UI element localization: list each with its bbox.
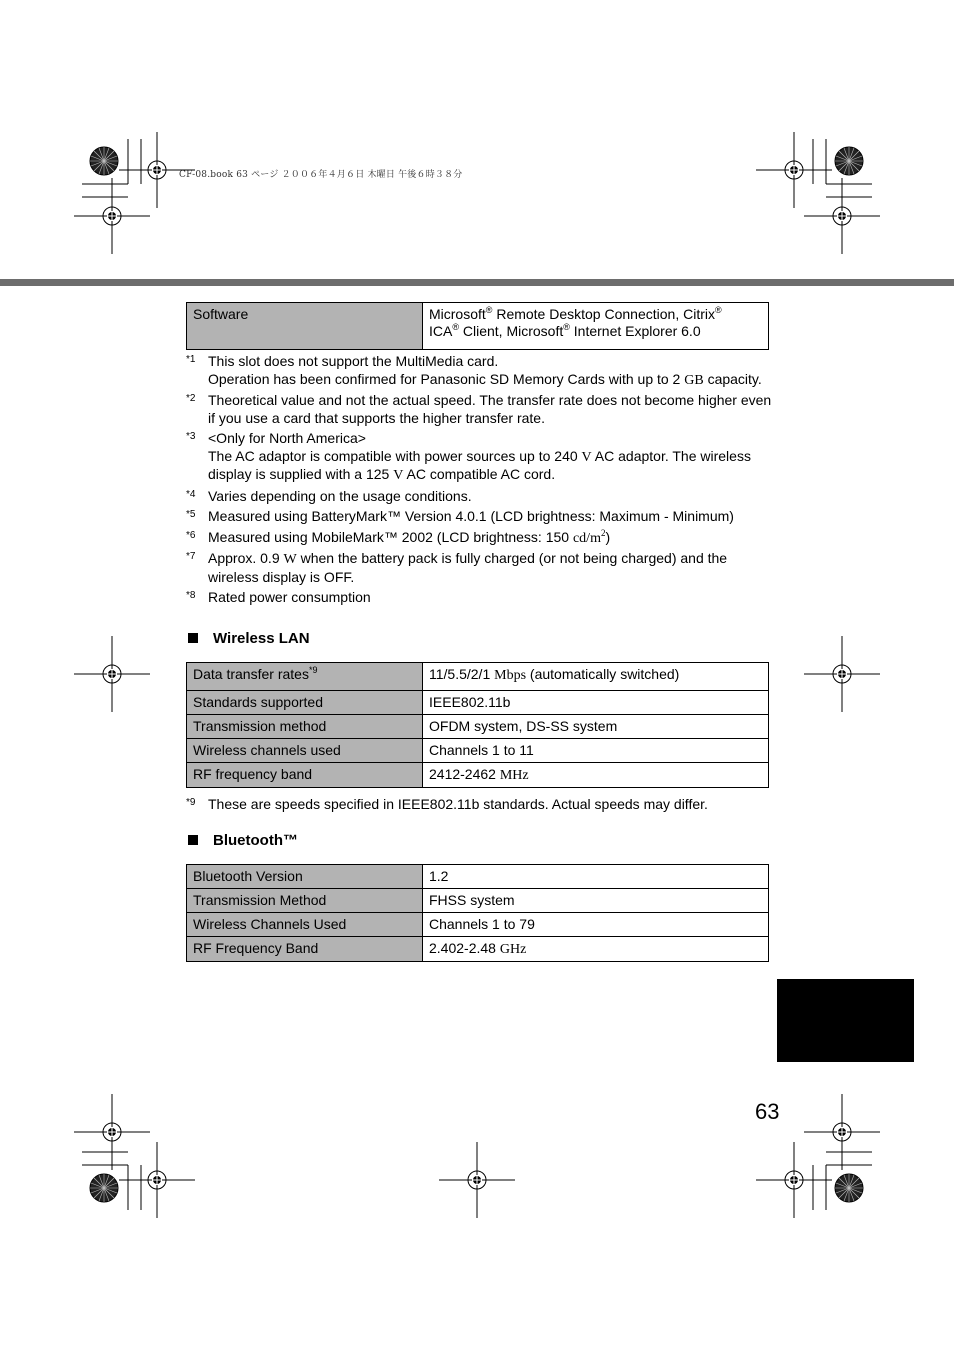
row-key: Wireless channels used — [187, 739, 423, 763]
footnote-mark: *8 — [186, 590, 196, 601]
row-value — [423, 937, 769, 962]
footnote-text: Theoretical value and not the actual speed. The transfer rate does not become higher even if you use a card that supports the higher transfer rate. — [208, 392, 772, 426]
row-key: RF Frequency Band — [187, 937, 423, 962]
square-bullet-icon — [188, 835, 198, 845]
table-row — [187, 937, 769, 962]
registered-mark: ® — [714, 305, 722, 315]
table-row — [187, 865, 769, 889]
section-title-text: Bluetooth™ — [213, 832, 298, 849]
section-title-wireless-lan — [188, 630, 310, 647]
row-key — [187, 663, 423, 691]
footnotes — [186, 353, 776, 610]
software-value — [423, 303, 769, 350]
table-row — [187, 663, 769, 691]
software-key: Software — [187, 303, 423, 350]
row-value — [423, 663, 769, 691]
unit-text: cd/m — [572, 530, 601, 546]
row-value: 1.2 — [423, 865, 769, 889]
footnote-mark: *4 — [186, 488, 196, 500]
footnote-5 — [186, 508, 776, 526]
footnote-3 — [186, 430, 776, 485]
registered-mark: ® — [563, 322, 570, 332]
section-title-bluetooth — [188, 832, 298, 849]
value-text: Remote Desktop Connection, Citrix — [492, 306, 715, 322]
table-row — [187, 763, 769, 788]
footnote-text: AC compatible AC cord. — [403, 466, 556, 482]
section-title-text: Wireless LAN — [213, 630, 310, 647]
row-key: Transmission method — [187, 715, 423, 739]
footnote-text: Varies depending on the usage conditions. — [208, 487, 472, 504]
footnote-mark: *5 — [186, 509, 196, 520]
footnote-2 — [186, 392, 776, 427]
footnote-mark: *7 — [186, 551, 196, 562]
footnote-8 — [186, 589, 776, 607]
row-key: Standards supported — [187, 691, 423, 715]
footnote-mark: *9 — [186, 797, 196, 808]
row-key: Transmission Method — [187, 889, 423, 913]
value-text: 11/5.5/2/1 — [429, 666, 495, 682]
footnote-text: Rated power consumption — [208, 589, 371, 605]
unit-text: GHz — [499, 942, 527, 957]
table-row — [187, 739, 769, 763]
footnote-text: This slot does not support the MultiMedia card. — [208, 353, 499, 369]
footnote-mark: *3 — [186, 431, 196, 442]
footnote-text: Operation has been confirmed for Panasonic SD Memory Cards with up to 2 — [208, 370, 685, 387]
unit-text: V — [581, 449, 592, 465]
value-text: Internet Explorer 6.0 — [569, 323, 701, 339]
registered-mark: ® — [452, 322, 459, 332]
footnote-text: <Only for North America> — [208, 430, 366, 446]
chapter-tab — [777, 979, 914, 1062]
footnote-mark: *1 — [186, 354, 196, 365]
value-text: ICA — [429, 323, 453, 339]
footnote-text: AC adaptor. The wireless display is supplied with a 125 — [208, 447, 751, 482]
footnote-text: Approx. 0.9 — [208, 550, 284, 566]
registered-mark: ® — [485, 305, 493, 315]
footnote-text: capacity. — [703, 370, 762, 387]
table-row — [187, 913, 769, 937]
row-value: Channels 1 to 11 — [423, 739, 769, 763]
footnote-text: Measured using MobileMark™ 2002 (LCD brightness: 150 — [208, 528, 573, 545]
square-bullet-icon — [188, 633, 198, 643]
row-key: Bluetooth Version — [187, 865, 423, 889]
bluetooth-table — [186, 864, 769, 962]
page-number: 63 — [755, 1099, 780, 1124]
unit-text: MHz — [499, 768, 529, 783]
footnote-1 — [186, 353, 776, 389]
footnote-text: Measured using BatteryMark™ Version 4.0.1 (LCD brightness: Maximum - Minimum) — [208, 508, 734, 524]
footnote-text: ) — [605, 528, 611, 545]
unit-text: Mbps — [494, 668, 527, 683]
footnote-ref: *9 — [308, 665, 318, 675]
value-text: Microsoft — [429, 306, 486, 322]
footnote-text: when the battery pack is fully charged (or not being charged) and the wireless display is OFF. — [208, 550, 728, 585]
wireless-lan-table — [186, 662, 769, 788]
footnote-9 — [186, 796, 776, 813]
row-key: Wireless Channels Used — [187, 913, 423, 937]
value-text: 2412-2462 — [429, 766, 500, 782]
footnote-text: The AC adaptor is compatible with power sources up to 240 — [208, 447, 582, 464]
top-divider-bar — [0, 279, 954, 286]
key-text: Data transfer rates — [193, 666, 309, 682]
unit-text: V — [393, 468, 404, 483]
value-text: (automatically switched) — [526, 666, 680, 682]
row-key: RF frequency band — [187, 763, 423, 788]
row-value: OFDM system, DS-SS system — [423, 715, 769, 739]
row-value: Channels 1 to 79 — [423, 913, 769, 937]
footnote-text: These are speeds specified in IEEE802.11b standards. Actual speeds may differ. — [208, 796, 708, 812]
table-row — [187, 303, 769, 350]
row-value: IEEE802.11b — [423, 691, 769, 715]
software-table — [186, 302, 769, 350]
value-text: Client, Microsoft — [458, 323, 564, 339]
table-row — [187, 691, 769, 715]
footnote-mark: *2 — [186, 393, 196, 404]
row-value: FHSS system — [423, 889, 769, 913]
footnote-4 — [186, 488, 776, 506]
print-header: CF-08.book 63 ページ ２００６年４月６日 木曜日 午後６時３８分 — [179, 170, 463, 180]
table-row — [187, 715, 769, 739]
footnote-6 — [186, 529, 776, 548]
table-row — [187, 889, 769, 913]
unit-text: W — [283, 552, 297, 567]
row-value — [423, 763, 769, 788]
footnote-mark: *6 — [186, 529, 196, 541]
value-text: 2.402-2.48 — [429, 940, 500, 956]
footnote-7 — [186, 550, 776, 586]
superscript: 2 — [600, 527, 606, 538]
unit-text: GB — [684, 372, 704, 388]
